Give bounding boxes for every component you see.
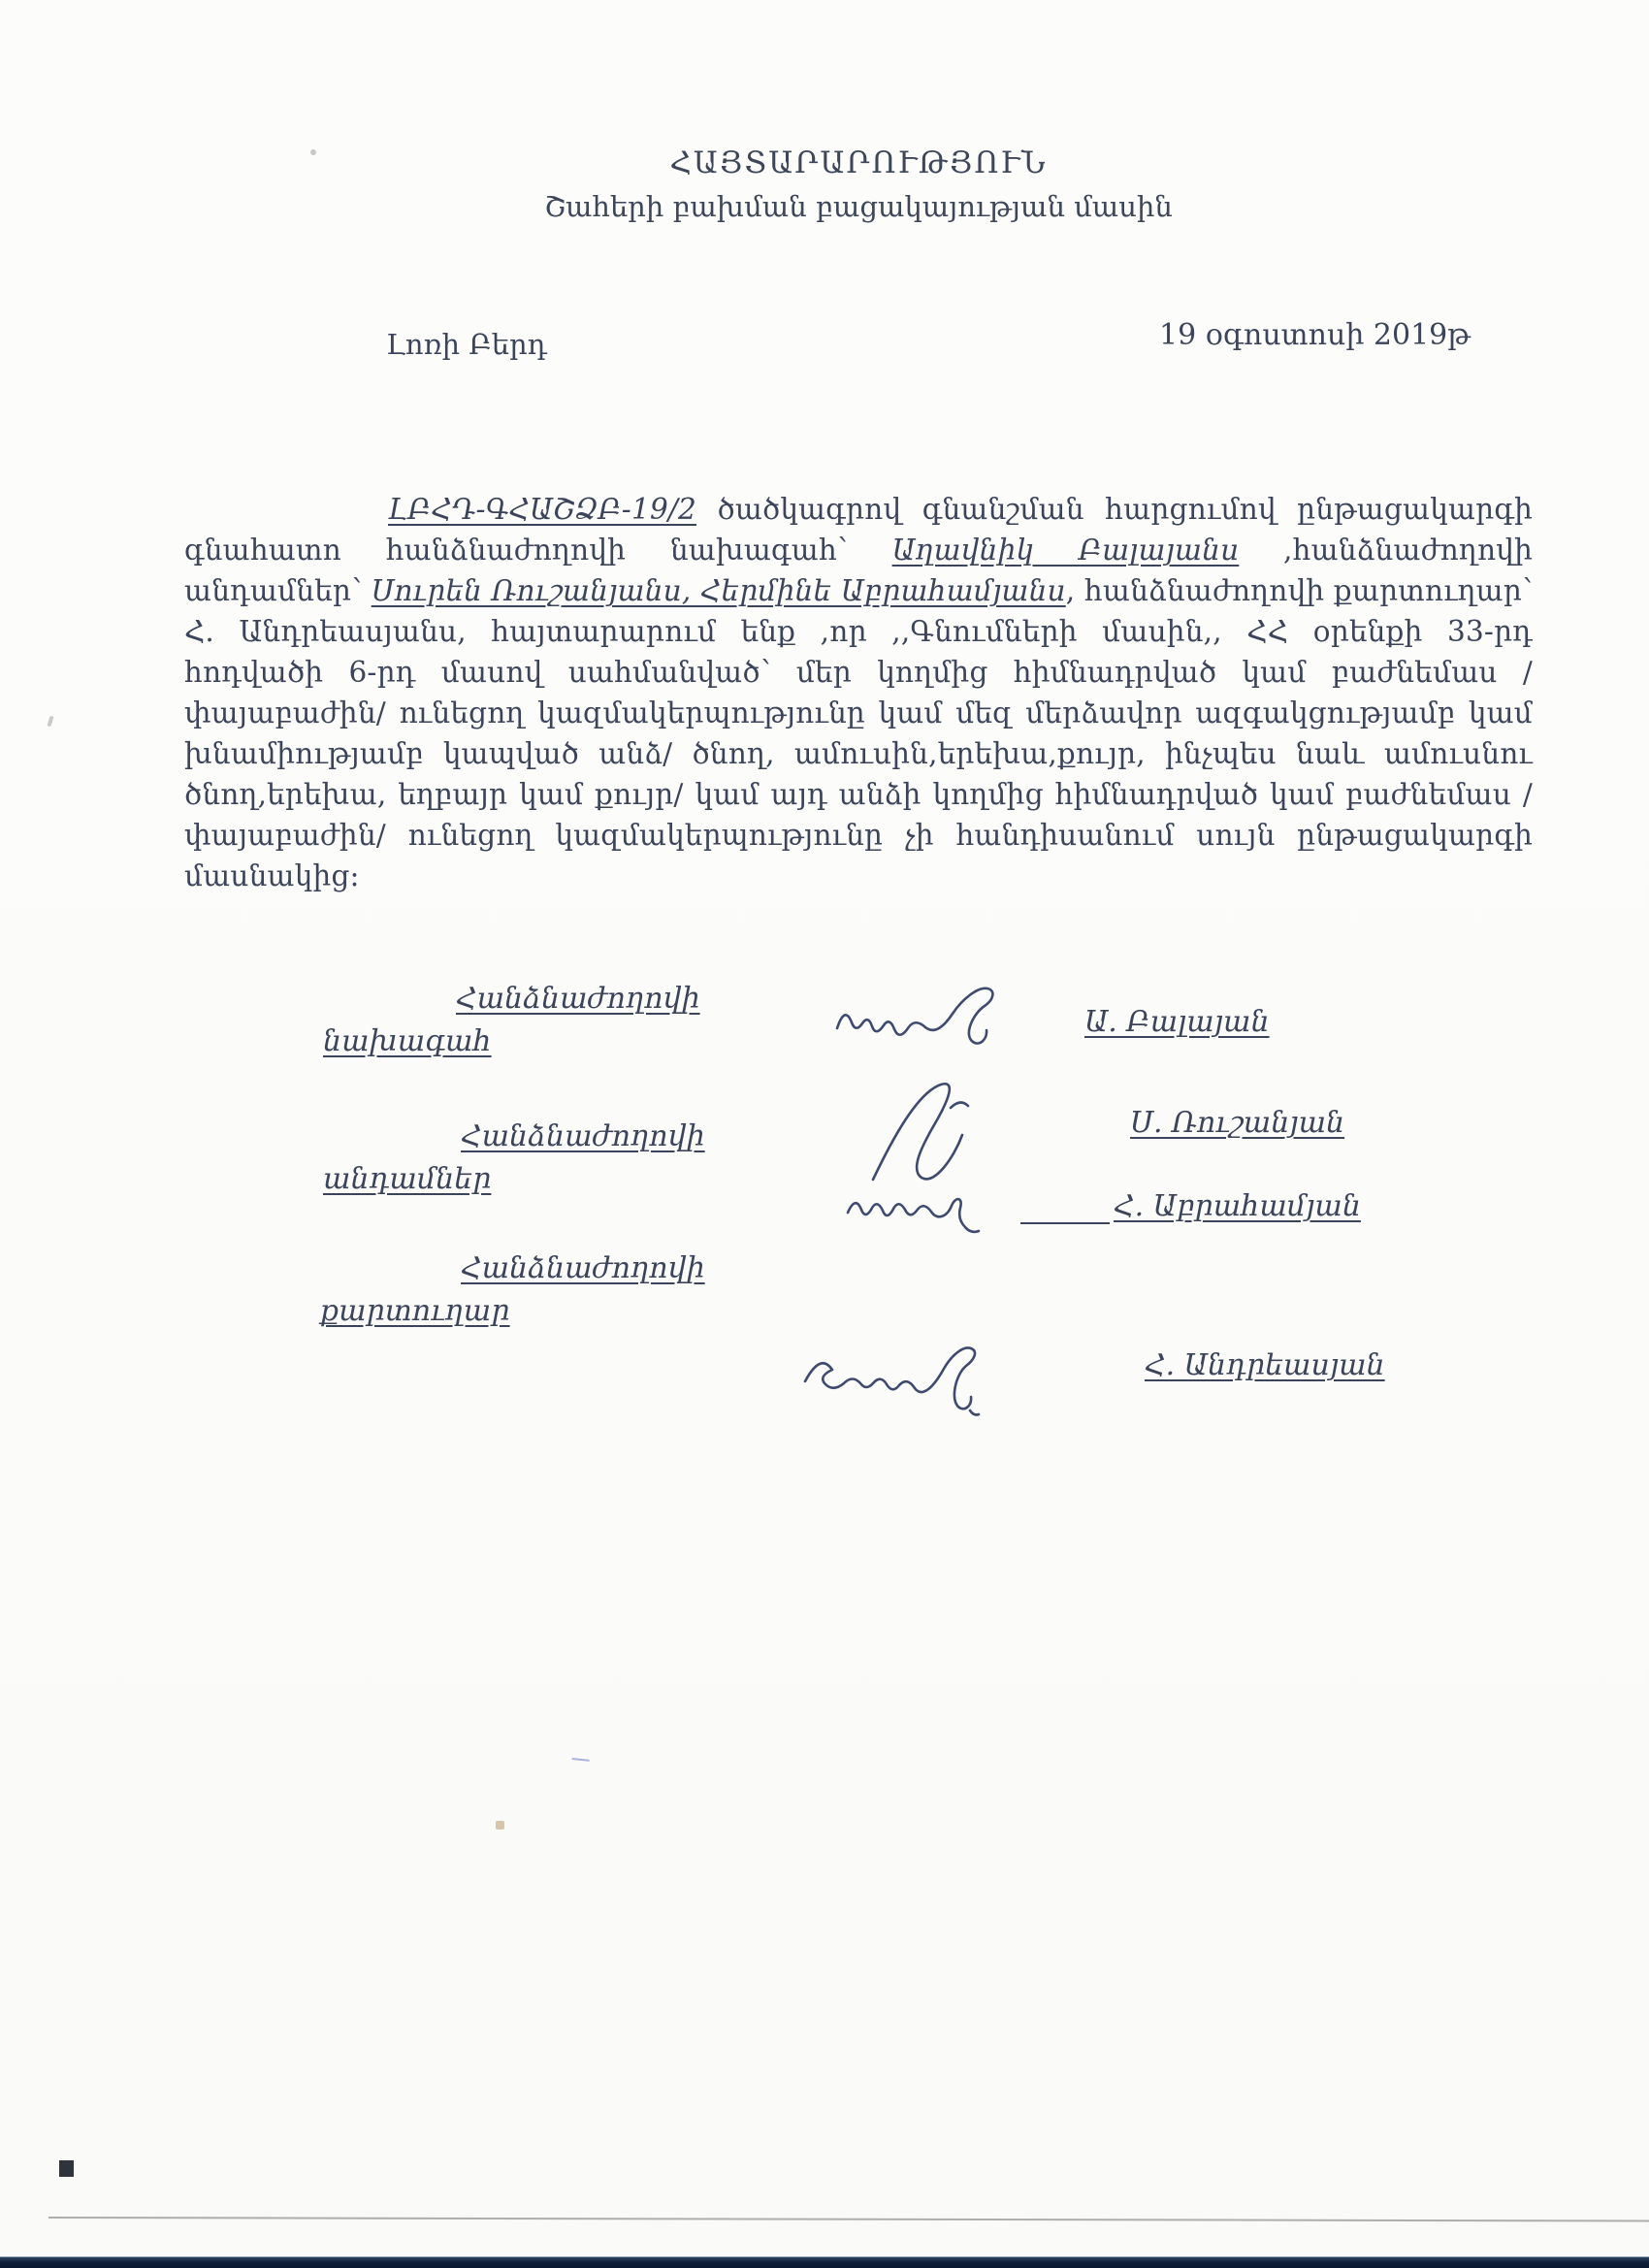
chairman-printed-name: Ա. Բալայան — [1084, 1005, 1270, 1039]
date-label: 19 օգոստոսի 2019թ — [1159, 318, 1471, 352]
document-subtitle: Շահերի բախման բացակայության մասին — [544, 190, 1173, 223]
member2-signature-icon — [842, 1176, 1036, 1240]
chairman-role-line1: Հանձնաժողովի — [456, 982, 700, 1016]
members-role-line1: Հանձնաժողովի — [461, 1119, 705, 1153]
member1-printed-name: Ս. Ռուշանյան — [1130, 1106, 1345, 1140]
secretary-role-line1: Հանձնաժողովի — [461, 1251, 705, 1285]
paragraph-text-1: ծածկագրով գնանշման հարցումով ընթացակարգի գնահատո հանձնաժողովի նախագահ՝ — [184, 493, 1533, 567]
secretary-printed-name: Հ. Անդրեասյան — [1145, 1348, 1385, 1382]
scan-speck-stain — [496, 1821, 504, 1830]
procurement-code: ԼԲՀԴ-ԳՀԱՇՁԲ-19/2 — [388, 493, 697, 526]
member1-signature-icon — [856, 1075, 1040, 1191]
chairman-signature-icon — [829, 972, 1033, 1059]
document-title: ՀԱՅՏԱՐԱՐՈՒԹՅՈՒՆ — [669, 146, 1048, 180]
place-label: Լոռի Բերդ — [386, 328, 547, 361]
members-full-names: Սուրեն Ռուշանյանս, Հերմինե Աբրահամյանս — [371, 574, 1066, 607]
scan-speck-mark — [47, 716, 53, 728]
members-role-line2: անդամներ — [323, 1162, 492, 1196]
scan-edge-line — [48, 2217, 1649, 2221]
scan-speck-dot — [310, 149, 316, 155]
paragraph-text-2: ,հանձնաժողովի անդամներ՝ — [184, 534, 1534, 607]
scan-speck-ink — [572, 1751, 591, 1762]
declaration-paragraph — [184, 489, 1533, 896]
chairman-full-name: Աղավնիկ Բալայանս — [891, 534, 1240, 567]
scan-corner-square — [59, 2160, 74, 2177]
scan-footer-band — [0, 2256, 1649, 2268]
secretary-signature-icon — [795, 1325, 1023, 1427]
paragraph-text-3: , հանձնաժողովի քարտուղար՝ Հ. Անդրեասյանս, հայտարարում ենք ,որ ,,Գնումների մասին,, ՀՀ օրենքի 33-րդ հոդվածի 6-րդ մասով սահմանված՝ մեր կողմից հիմնադրված կամ բաժնեմաս /փայաբաժին/ ունեցող կազմակերպությունը կամ մեզ մերձավոր ազգակցությամբ կամ խնամիությամբ կապված անձ/ ծնող, ամուսին,երեխա,քույր, ինչպես նաև ամուսնու ծնող,երեխա, եղբայր կամ քույր/ կամ այդ անձի կողմից հիմնադրված կամ բաժնեմաս /փայաբաժին/ ունեցող կազմակերպությունը չի հանդիսանում սույն ընթացակարգի մասնակից: — [184, 574, 1533, 892]
member2-printed-name: Հ. Աբրահամյան — [1114, 1189, 1361, 1223]
member2-signature-line — [1020, 1203, 1110, 1224]
secretary-role-line2: քարտուղար — [320, 1294, 510, 1328]
chairman-role-line2: նախագահ — [323, 1024, 492, 1058]
